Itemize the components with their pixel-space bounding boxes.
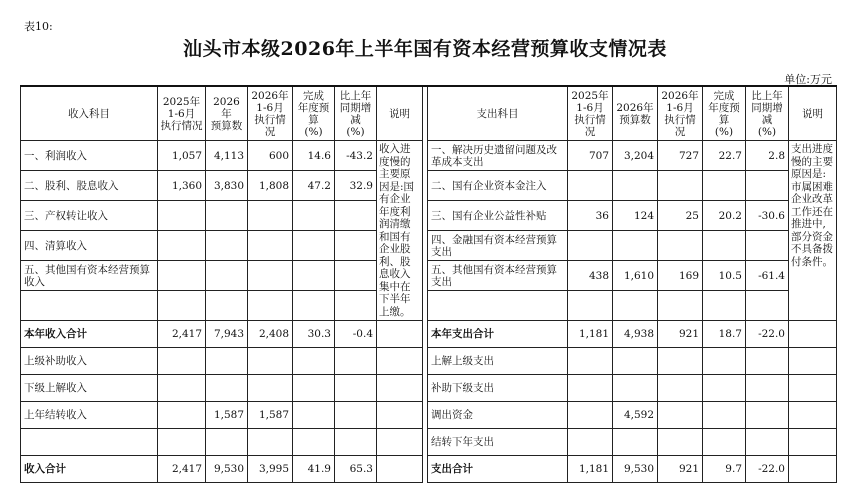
expense-v2025-cell xyxy=(568,291,613,321)
expense-budget-cell: 4,938 xyxy=(613,321,658,348)
expense-rate-cell: 18.7 xyxy=(703,321,746,348)
budget-table xyxy=(20,85,837,483)
expense-item-name: 本年支出合计 xyxy=(428,321,568,348)
table-row xyxy=(21,231,837,261)
income-v2025-cell xyxy=(158,201,206,231)
income-header-cell: 收入科目 xyxy=(21,86,158,141)
income-v2025-cell: 2,417 xyxy=(158,321,206,348)
expense-item-name: 结转下年支出 xyxy=(428,429,568,456)
income-note-empty xyxy=(377,321,423,348)
income-rate-cell: 30.3 xyxy=(293,321,335,348)
expense-budget-cell xyxy=(613,348,658,375)
expense-header-cell: 比上年 同期增减 (%) xyxy=(746,86,789,141)
expense-budget-cell: 3,204 xyxy=(613,141,658,171)
expense-v2026-cell xyxy=(658,402,703,429)
income-change-cell xyxy=(335,429,377,456)
income-v2025-cell: 1,057 xyxy=(158,141,206,171)
income-v2026-cell: 3,995 xyxy=(248,456,293,483)
expense-change-cell: 2.8 xyxy=(746,141,789,171)
income-header-cell: 2025年 1-6月 执行情况 xyxy=(158,86,206,141)
expense-item-name: 调出资金 xyxy=(428,402,568,429)
expense-item-name: 三、国有企业公益性补贴 xyxy=(428,201,568,231)
expense-item-name: 五、其他国有资本经营预算支出 xyxy=(428,261,568,291)
expense-rate-cell xyxy=(703,375,746,402)
income-item-name: 四、清算收入 xyxy=(21,231,158,261)
expense-change-cell xyxy=(746,291,789,321)
expense-v2025-cell xyxy=(568,429,613,456)
table-row xyxy=(21,375,837,402)
expense-change-cell xyxy=(746,429,789,456)
expense-item-name: 上解上级支出 xyxy=(428,348,568,375)
expense-change-cell: -22.0 xyxy=(746,321,789,348)
income-rate-cell xyxy=(293,375,335,402)
expense-change-cell xyxy=(746,348,789,375)
expense-rate-cell xyxy=(703,231,746,261)
table-number-label: 表10: xyxy=(24,20,53,33)
expense-change-cell: -61.4 xyxy=(746,261,789,291)
income-note: 收入进度慢的主要原因是:国有企业年度利润清缴和国有企业股利、股息收入集中在下半年上缴。 xyxy=(377,141,423,321)
income-change-cell xyxy=(335,201,377,231)
expense-header-cell: 2026年 1-6月 执行情况 xyxy=(658,86,703,141)
expense-rate-cell xyxy=(703,348,746,375)
expense-header-cell: 支出科目 xyxy=(428,86,568,141)
expense-v2025-cell xyxy=(568,375,613,402)
income-item-name: 上级补助收入 xyxy=(21,348,158,375)
expense-change-cell xyxy=(746,231,789,261)
income-v2026-cell xyxy=(248,231,293,261)
expense-v2026-cell: 169 xyxy=(658,261,703,291)
expense-v2025-cell xyxy=(568,402,613,429)
income-budget-cell: 9,530 xyxy=(206,456,248,483)
income-item-name: 一、利润收入 xyxy=(21,141,158,171)
income-item-name: 三、产权转让收入 xyxy=(21,201,158,231)
table-body xyxy=(21,141,837,483)
income-note-empty xyxy=(377,429,423,456)
income-note-empty xyxy=(377,375,423,402)
income-budget-cell xyxy=(206,291,248,321)
income-rate-cell xyxy=(293,201,335,231)
income-rate-cell xyxy=(293,429,335,456)
income-v2026-cell: 2,408 xyxy=(248,321,293,348)
income-item-name xyxy=(21,429,158,456)
income-budget-cell: 1,587 xyxy=(206,402,248,429)
expense-change-cell xyxy=(746,375,789,402)
expense-header-cell: 说明 xyxy=(789,86,837,141)
expense-item-name xyxy=(428,291,568,321)
income-note-empty xyxy=(377,402,423,429)
expense-v2026-cell xyxy=(658,291,703,321)
income-budget-cell xyxy=(206,261,248,291)
expense-rate-cell xyxy=(703,429,746,456)
expense-rate-cell xyxy=(703,171,746,201)
expense-rate-cell: 22.7 xyxy=(703,141,746,171)
table-row xyxy=(21,348,837,375)
expense-change-cell xyxy=(746,402,789,429)
expense-item-name: 四、金融国有资本经营预算支出 xyxy=(428,231,568,261)
income-rate-cell: 47.2 xyxy=(293,171,335,201)
expense-v2025-cell: 438 xyxy=(568,261,613,291)
expense-rate-cell xyxy=(703,402,746,429)
income-note-empty xyxy=(377,456,423,483)
expense-note-empty xyxy=(789,456,837,483)
income-rate-cell xyxy=(293,231,335,261)
expense-v2026-cell xyxy=(658,231,703,261)
expense-budget-cell: 1,610 xyxy=(613,261,658,291)
income-change-cell xyxy=(335,231,377,261)
table-row xyxy=(21,321,837,348)
expense-v2026-cell xyxy=(658,375,703,402)
income-v2025-cell xyxy=(158,429,206,456)
expense-v2026-cell: 727 xyxy=(658,141,703,171)
expense-v2025-cell: 1,181 xyxy=(568,321,613,348)
income-rate-cell xyxy=(293,348,335,375)
income-v2025-cell xyxy=(158,231,206,261)
expense-v2026-cell xyxy=(658,348,703,375)
expense-note-empty xyxy=(789,429,837,456)
income-rate-cell xyxy=(293,261,335,291)
expense-v2025-cell xyxy=(568,171,613,201)
expense-v2026-cell: 921 xyxy=(658,456,703,483)
expense-item-name: 补助下级支出 xyxy=(428,375,568,402)
expense-note: 支出进度慢的主要原因是:市属困难企业改革工作还在推进中,部分资金不具备拨付条件。 xyxy=(789,141,837,321)
income-change-cell xyxy=(335,291,377,321)
income-change-cell xyxy=(335,261,377,291)
income-change-cell: -43.2 xyxy=(335,141,377,171)
income-change-cell: -0.4 xyxy=(335,321,377,348)
expense-rate-cell xyxy=(703,291,746,321)
income-v2026-cell: 1,587 xyxy=(248,402,293,429)
expense-note-empty xyxy=(789,348,837,375)
income-change-cell: 32.9 xyxy=(335,171,377,201)
expense-v2026-cell: 921 xyxy=(658,321,703,348)
income-v2026-cell: 1,808 xyxy=(248,171,293,201)
income-item-name: 下级上解收入 xyxy=(21,375,158,402)
expense-change-cell: -30.6 xyxy=(746,201,789,231)
income-budget-cell xyxy=(206,348,248,375)
income-v2026-cell xyxy=(248,261,293,291)
income-budget-cell: 3,830 xyxy=(206,171,248,201)
income-budget-cell xyxy=(206,375,248,402)
income-v2026-cell: 600 xyxy=(248,141,293,171)
income-budget-cell: 4,113 xyxy=(206,141,248,171)
income-change-cell xyxy=(335,375,377,402)
expense-v2025-cell: 1,181 xyxy=(568,456,613,483)
income-v2025-cell xyxy=(158,261,206,291)
expense-header-cell: 2025年 1-6月 执行情况 xyxy=(568,86,613,141)
income-v2026-cell xyxy=(248,375,293,402)
income-budget-cell xyxy=(206,201,248,231)
table-row xyxy=(21,402,837,429)
expense-note-empty xyxy=(789,402,837,429)
table-row xyxy=(21,429,837,456)
expense-budget-cell xyxy=(613,429,658,456)
expense-budget-cell xyxy=(613,171,658,201)
expense-header-cell: 完成 年度预算 (%) xyxy=(703,86,746,141)
income-header-cell: 2026年 1-6月 执行情况 xyxy=(248,86,293,141)
income-budget-cell: 7,943 xyxy=(206,321,248,348)
income-v2026-cell xyxy=(248,348,293,375)
expense-budget-cell: 4,592 xyxy=(613,402,658,429)
income-header-cell: 完成 年度预算 (%) xyxy=(293,86,335,141)
income-item-name: 上年结转收入 xyxy=(21,402,158,429)
table-row xyxy=(21,291,837,321)
expense-header-cell: 2026年 预算数 xyxy=(613,86,658,141)
table-row xyxy=(21,261,837,291)
document-title: 汕头市本级2026年上半年国有资本经营预算收支情况表 xyxy=(183,38,667,60)
income-rate-cell: 14.6 xyxy=(293,141,335,171)
income-budget-cell xyxy=(206,231,248,261)
income-item-name: 本年收入合计 xyxy=(21,321,158,348)
expense-change-cell xyxy=(746,171,789,201)
income-v2025-cell xyxy=(158,348,206,375)
expense-rate-cell: 10.5 xyxy=(703,261,746,291)
table-row xyxy=(21,141,837,171)
income-item-name: 二、股利、股息收入 xyxy=(21,171,158,201)
income-budget-cell xyxy=(206,429,248,456)
expense-budget-cell xyxy=(613,375,658,402)
income-item-name xyxy=(21,291,158,321)
income-rate-cell: 41.9 xyxy=(293,456,335,483)
expense-v2025-cell xyxy=(568,231,613,261)
expense-item-name: 支出合计 xyxy=(428,456,568,483)
expense-budget-cell: 124 xyxy=(613,201,658,231)
expense-v2026-cell: 25 xyxy=(658,201,703,231)
expense-v2025-cell: 707 xyxy=(568,141,613,171)
expense-v2026-cell xyxy=(658,429,703,456)
income-v2025-cell xyxy=(158,402,206,429)
income-v2025-cell xyxy=(158,375,206,402)
income-change-cell xyxy=(335,402,377,429)
income-item-name: 收入合计 xyxy=(21,456,158,483)
income-v2025-cell: 1,360 xyxy=(158,171,206,201)
expense-note-empty xyxy=(789,375,837,402)
income-v2026-cell xyxy=(248,291,293,321)
expense-budget-cell xyxy=(613,231,658,261)
expense-v2025-cell: 36 xyxy=(568,201,613,231)
income-header-cell: 比上年 同期增减 (%) xyxy=(335,86,377,141)
expense-v2026-cell xyxy=(658,171,703,201)
expense-v2025-cell xyxy=(568,348,613,375)
expense-rate-cell: 9.7 xyxy=(703,456,746,483)
expense-rate-cell: 20.2 xyxy=(703,201,746,231)
expense-item-name: 一、解决历史遗留问题及改革成本支出 xyxy=(428,141,568,171)
expense-budget-cell: 9,530 xyxy=(613,456,658,483)
income-rate-cell xyxy=(293,402,335,429)
table-row xyxy=(21,456,837,483)
income-v2025-cell xyxy=(158,291,206,321)
expense-note-empty xyxy=(789,321,837,348)
expense-item-name: 二、国有企业资本金注入 xyxy=(428,171,568,201)
income-note-empty xyxy=(377,348,423,375)
income-header-cell: 说明 xyxy=(377,86,423,141)
income-v2026-cell xyxy=(248,429,293,456)
income-item-name: 五、其他国有资本经营预算收入 xyxy=(21,261,158,291)
income-v2025-cell: 2,417 xyxy=(158,456,206,483)
table-row xyxy=(21,171,837,201)
expense-budget-cell xyxy=(613,291,658,321)
unit-label: 单位:万元 xyxy=(784,73,832,86)
income-change-cell xyxy=(335,348,377,375)
income-header-cell: 2026年 预算数 xyxy=(206,86,248,141)
income-rate-cell xyxy=(293,291,335,321)
income-v2026-cell xyxy=(248,201,293,231)
income-change-cell: 65.3 xyxy=(335,456,377,483)
expense-change-cell: -22.0 xyxy=(746,456,789,483)
table-row xyxy=(21,201,837,231)
header-row xyxy=(21,86,837,141)
